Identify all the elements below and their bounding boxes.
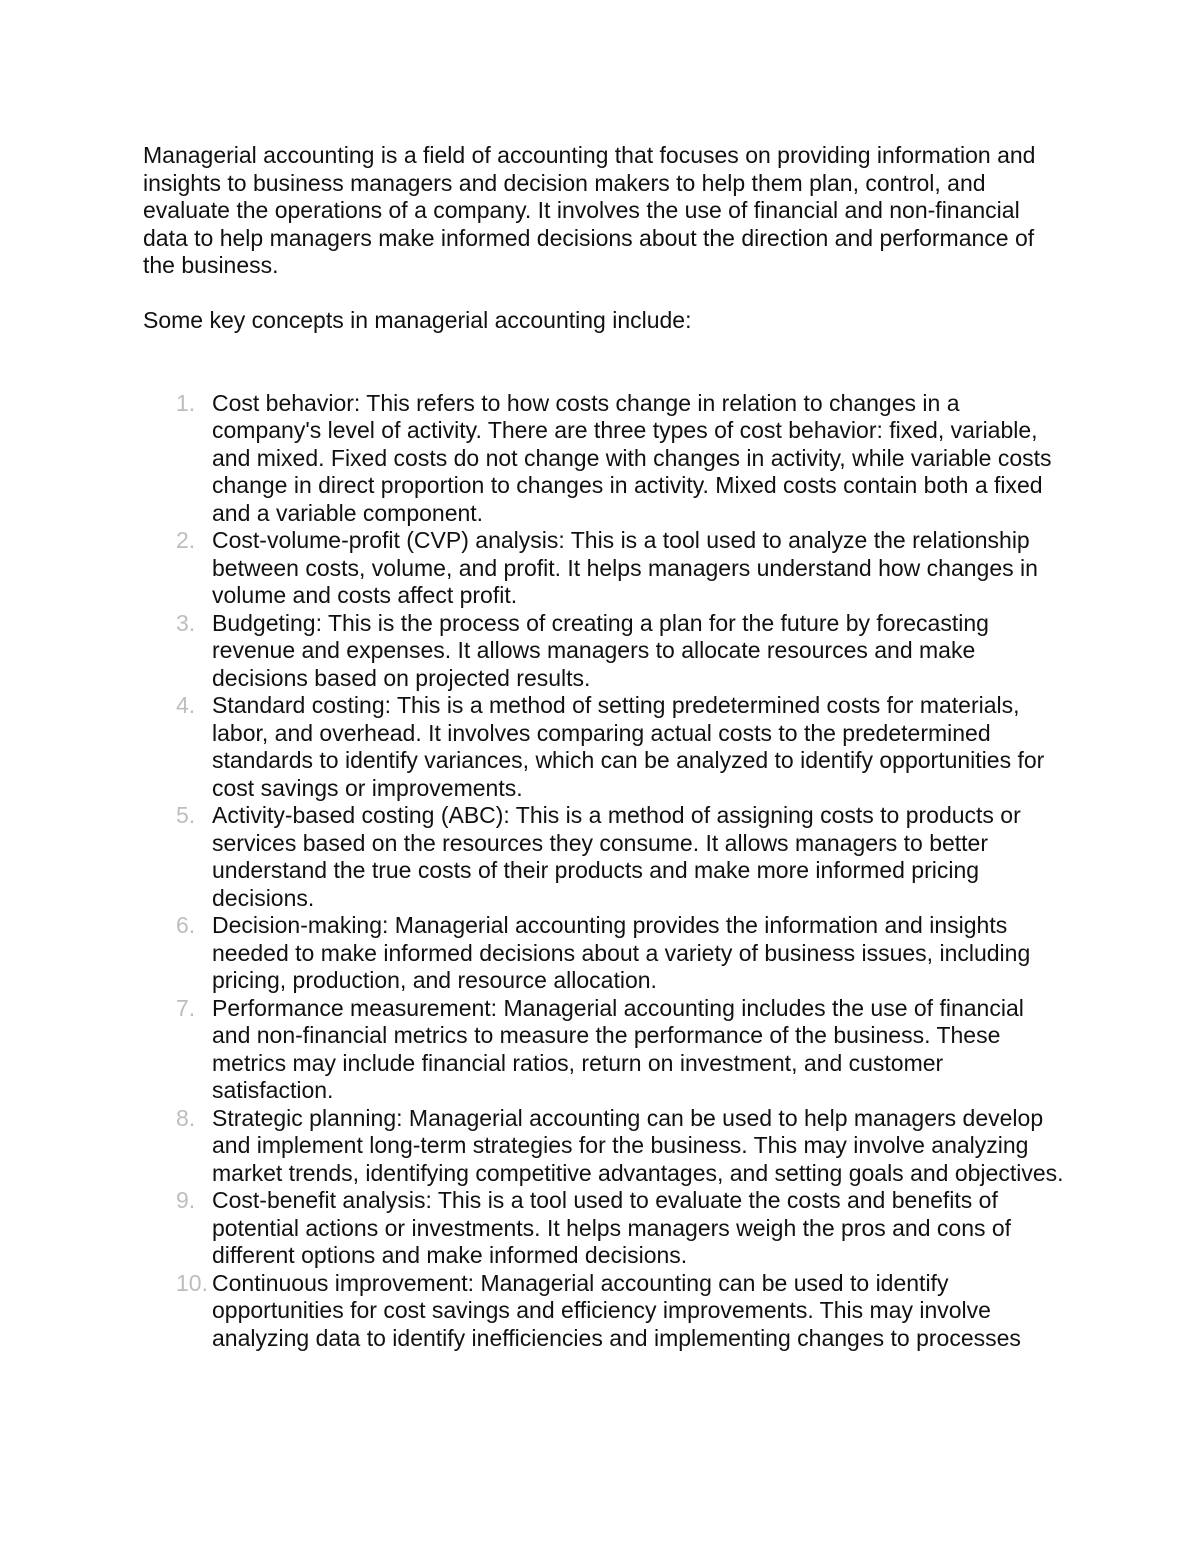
list-item-text: Budgeting: This is the process of creating a plan for the future by forecasting revenue and expenses. It allows managers to allocate resources and make decisions based on projected results. <box>212 609 989 691</box>
document-page <box>143 142 1068 1352</box>
list-item-text: Continuous improvement: Managerial accounting can be used to identify opportunities for cost savings and efficiency improvements. This may involve analyzing data to identify inefficiencies and implementing changes to processes <box>212 1269 1021 1351</box>
list-item <box>143 802 1068 912</box>
list-item-number: 2. <box>176 527 196 553</box>
list-item <box>143 1105 1068 1188</box>
list-item <box>143 995 1068 1105</box>
concept-list <box>143 390 1068 1353</box>
list-item-number: 5. <box>176 802 196 828</box>
list-item-text: Decision-making: Managerial accounting provides the information and insights needed to make informed decisions about a variety of business issues, including pricing, production, and resource allocation. <box>212 912 1031 993</box>
list-item-number: 3. <box>176 609 196 636</box>
list-item-text: Activity-based costing (ABC): This is a method of assigning costs to products or services based on the resources they consume. It allows managers to better understand the true costs of their products and make more informed pricing decisions. <box>212 802 1021 911</box>
list-item-text: Standard costing: This is a method of setting predetermined costs for materials, labor, and overhead. It involves comparing actual costs to the predetermined standards to identify variances, which can be analyzed to identify opportunities for cost savings or improvements. <box>212 692 1045 801</box>
list-item-number: 4. <box>176 692 196 718</box>
list-item-number: 10. <box>176 1269 208 1296</box>
list-item-text: Cost-benefit analysis: This is a tool used to evaluate the costs and benefits of potential actions or investments. It helps managers weigh the pros and cons of different options and make informed decisions. <box>212 1187 1012 1268</box>
list-item-text: Cost-volume-profit (CVP) analysis: This is a tool used to analyze the relationship between costs, volume, and profit. It helps managers understand how changes in volume and costs affect profit. <box>212 527 1038 608</box>
list-item-text: Cost behavior: This refers to how costs change in relation to changes in a company's level of activity. There are three types of cost behavior: fixed, variable, and mixed. Fixed costs do not change with changes in activity, while variable costs change in direct proportion to changes in activity. Mixed costs contain both a fixed and a variable component. <box>212 389 1052 526</box>
list-item-text: Strategic planning: Managerial accounting can be used to help managers develop and implement long-term strategies for the business. This may involve analyzing market trends, identifying competitive advantages, and setting goals and objectives. <box>212 1104 1064 1186</box>
list-item-number: 8. <box>176 1104 196 1131</box>
list-item <box>143 692 1068 802</box>
list-item-number: 9. <box>176 1187 196 1213</box>
list-item <box>143 912 1068 995</box>
list-intro: Some key concepts in managerial accounting include: <box>143 307 692 333</box>
list-item-number: 1. <box>176 389 196 416</box>
list-item <box>143 1187 1068 1270</box>
list-item-number: 7. <box>176 994 196 1021</box>
list-item <box>143 1270 1068 1353</box>
list-item <box>143 527 1068 610</box>
list-item-number: 6. <box>176 912 196 938</box>
list-item-text: Performance measurement: Managerial accounting includes the use of financial and non-financial metrics to measure the performance of the business. These metrics may include financial ratios, return on investment, and customer satisfaction. <box>212 994 1024 1103</box>
list-item <box>143 610 1068 693</box>
list-item <box>143 390 1068 528</box>
intro-paragraph: Managerial accounting is a field of accounting that focuses on providing information and insights to business managers and decision makers to help them plan, control, and evaluate the operations of a company. It involves the use of financial and non-financial data to help managers make informed decisions about the direction and performance of the business. <box>143 142 1036 278</box>
